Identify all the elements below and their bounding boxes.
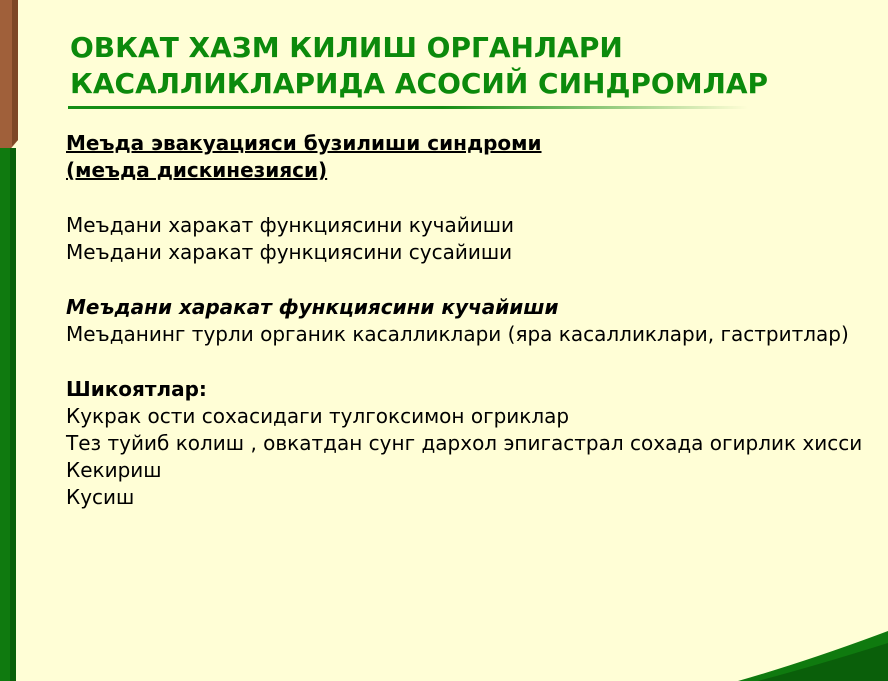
complaint-item: Кукрак ости сохасидаги тулгоксимон огриклар — [66, 404, 570, 428]
decorative-brown-bar — [0, 0, 18, 160]
title-line-1: ОВКАТ ХАЗМ КИЛИШ ОРГАНЛАРИ — [70, 31, 623, 64]
spacer — [66, 184, 881, 212]
increase-section-heading: Меъдани харакат функциясини кучайиши — [66, 295, 559, 319]
decorative-green-bar-shadow — [10, 148, 16, 681]
complaint-item: Тез туйиб колиш , овкатдан сунг дархол эпигастрал сохада огирлик хисси — [66, 431, 863, 455]
complaint-item: Кекириш — [66, 458, 162, 482]
complaint-item: Кусиш — [66, 485, 135, 509]
slide-content — [66, 130, 881, 511]
syndrome-heading-line-1: Меъда эвакуацияси бузилиши синдроми — [66, 131, 542, 155]
spacer — [66, 266, 881, 294]
increase-section-text: Меъданинг турли органик касалликлари (яра касалликлари, гастритлар) — [66, 322, 849, 346]
spacer — [66, 348, 881, 376]
decorative-corner-wave — [738, 631, 888, 681]
syndrome-heading-line-2: (меъда дискинезияси) — [66, 158, 328, 182]
title-divider — [68, 106, 748, 109]
complaints-heading: Шикоятлар: — [66, 377, 207, 401]
motor-decrease-text: Меъдани харакат функциясини сусайиши — [66, 240, 513, 264]
page-title — [70, 30, 870, 102]
title-line-2: КАСАЛЛИКЛАРИДА АСОСИЙ СИНДРОМЛАР — [70, 67, 769, 100]
motor-increase-text: Меъдани харакат функциясини кучайиши — [66, 213, 515, 237]
